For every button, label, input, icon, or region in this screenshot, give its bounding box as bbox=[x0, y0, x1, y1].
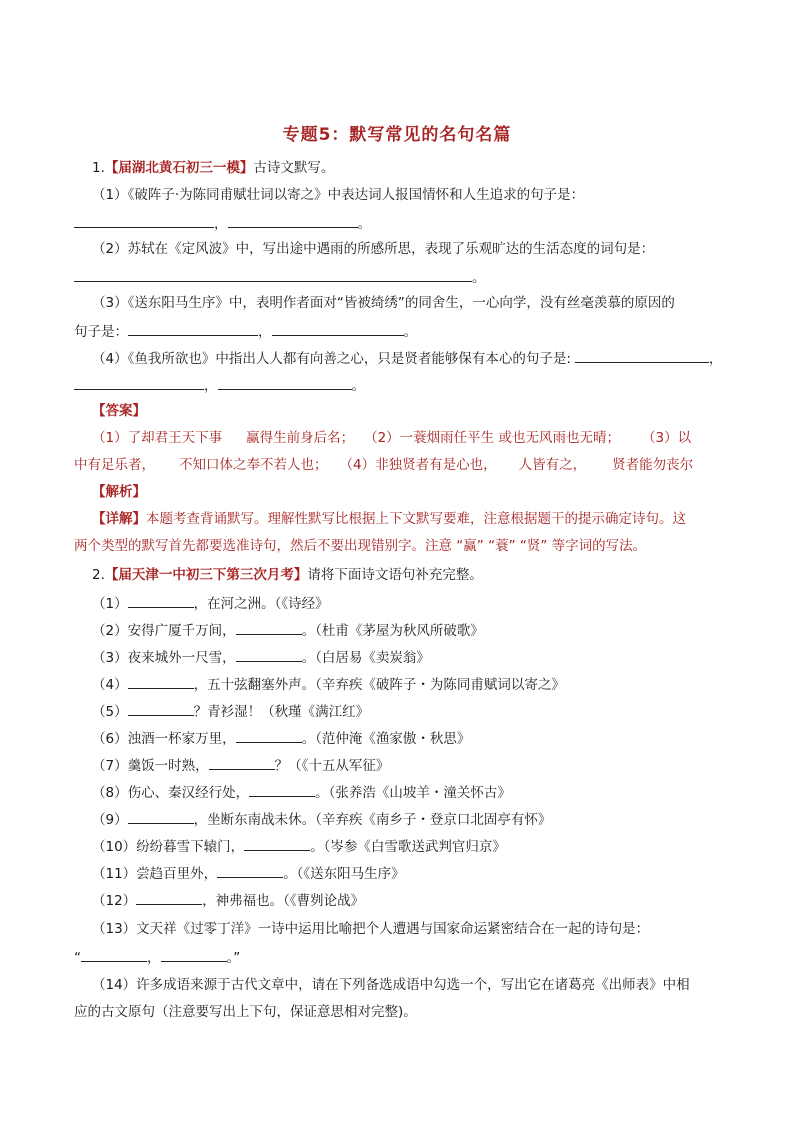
answer-blank[interactable] bbox=[74, 267, 472, 282]
item-suffix: 。（杜甫《茅屋为秋风所破歌》 bbox=[301, 623, 484, 639]
answer-blank[interactable] bbox=[236, 647, 302, 662]
q1-source: 【届湖北黄石初三一模】 bbox=[104, 160, 254, 176]
answer-part: 人皆有之， bbox=[518, 457, 587, 473]
period: 。 bbox=[403, 324, 417, 340]
item-suffix: ，神弗福也。（《曹刿论战》 bbox=[202, 893, 365, 909]
item-number: （2） bbox=[92, 623, 128, 639]
answer-blank[interactable] bbox=[244, 836, 310, 851]
q2-item bbox=[92, 809, 551, 829]
item-prefix: 安得广厦千万间， bbox=[127, 623, 236, 639]
q1-sub3: （3）《送东阳马生序》中，表明作者面对“皆被绮绣”的同舍生，一心向学，没有丝毫羡慕的原因的 bbox=[92, 295, 675, 311]
q2-item bbox=[92, 728, 470, 748]
answer-blank[interactable] bbox=[128, 701, 194, 716]
answer-part: （4）非独贤者有是心也， bbox=[339, 457, 497, 473]
answer-blank[interactable] bbox=[236, 728, 302, 743]
answer-blank[interactable] bbox=[128, 809, 194, 824]
item-suffix: ，五十弦翻塞外声。（辛弃疾《破阵子・为陈同甫赋词以寄之》 bbox=[193, 677, 565, 693]
q1-sub3-blanks bbox=[74, 321, 417, 341]
item-number: （10） bbox=[92, 839, 137, 855]
answer-blank[interactable] bbox=[136, 890, 202, 905]
answer-part: 贤者能勿丧尔 bbox=[612, 457, 694, 473]
analysis-label: 【解析】 bbox=[92, 484, 146, 500]
answer-blank[interactable] bbox=[128, 674, 194, 689]
item-prefix: 夜来城外一尺雪， bbox=[127, 650, 236, 666]
answer-blank[interactable] bbox=[128, 593, 194, 608]
q2-item bbox=[92, 647, 430, 667]
q1-sub4-blanks bbox=[74, 375, 365, 395]
answer-part: 赢得生前身后名； bbox=[246, 430, 355, 446]
answer-blank[interactable] bbox=[81, 947, 147, 962]
item-prefix: 伤心、秦汉经行处， bbox=[127, 785, 250, 801]
q2-heading bbox=[92, 566, 483, 584]
item-suffix: 。（岑参《白雪歌送武判官归京》 bbox=[310, 839, 506, 855]
item-suffix: ？（《十五从军征》 bbox=[274, 758, 390, 774]
answer-line-1 bbox=[92, 429, 691, 447]
item-suffix: 。（《送东阳马生序》 bbox=[283, 866, 405, 882]
close-quote: 。” bbox=[226, 950, 241, 966]
answer-blank[interactable] bbox=[217, 863, 283, 878]
q1-number: 1. bbox=[92, 160, 105, 176]
item-prefix: 纷纷暮雪下辕门， bbox=[136, 839, 245, 855]
answer-blank[interactable] bbox=[249, 782, 315, 797]
detail-label: 【详解】 bbox=[92, 511, 146, 527]
q2-item bbox=[92, 755, 389, 775]
q2-stem: 请将下面诗文语句补充完整。 bbox=[307, 567, 483, 583]
answer-part: （1）了却君王天下事 bbox=[92, 430, 223, 446]
q2-number: 2. bbox=[92, 567, 105, 583]
analysis-detail-1 bbox=[92, 510, 686, 528]
comma: ， bbox=[204, 378, 218, 394]
item-suffix: ，在河之洲。（《诗经》 bbox=[193, 596, 329, 612]
q1-sub1: （1）《破阵子·为陈同甫赋壮词以寄之》中表达词人报国情怀和人生追求的句子是： bbox=[92, 187, 585, 203]
item-suffix: ，坐断东南战未休。（辛弃疾《南乡子・登京口北固亭有怀》 bbox=[193, 812, 552, 828]
q1-sub1-blanks bbox=[74, 213, 371, 233]
item-prefix: 浊酒一杯家万里， bbox=[127, 731, 236, 747]
q1-sub4-text: （4）《鱼我所欲也》中指出人人都有向善之心，只是贤者能够保有本心的句子是: bbox=[92, 351, 571, 367]
answer-part: （2）一蓑烟雨任平生 或也无风雨也无晴； bbox=[364, 430, 620, 446]
answer-blank[interactable] bbox=[209, 755, 275, 770]
answer-blank[interactable] bbox=[128, 321, 258, 336]
item-number: （11） bbox=[92, 866, 137, 882]
q2-item bbox=[92, 782, 511, 802]
answer-blank[interactable] bbox=[161, 947, 227, 962]
item-suffix: ？青衫湿！（秋瑾《满江红》 bbox=[193, 704, 370, 720]
detail-text: 本题考查背诵默写。理解性默写比根据上下文默写要难，注意根据题干的提示确定诗句。这 bbox=[146, 511, 686, 527]
answer-line-2 bbox=[74, 456, 693, 474]
q2-source: 【届天津一中初三下第三次月考】 bbox=[104, 567, 308, 583]
q2-item bbox=[92, 701, 369, 721]
q1-stem: 古诗文默写。 bbox=[253, 160, 335, 176]
answer-part: 不知口体之奉不若人也； bbox=[179, 457, 328, 473]
period: 。 bbox=[472, 270, 486, 286]
q2-sub14: （14）许多成语来源于古代文章中，请在下列备选成语中勾选一个，写出它在诸葛亮《出师表》中相 bbox=[92, 977, 690, 993]
q2-item bbox=[92, 890, 364, 910]
comma: ， bbox=[708, 351, 723, 367]
item-number: （4） bbox=[92, 677, 128, 693]
item-number: （1） bbox=[92, 596, 128, 612]
answer-blank[interactable] bbox=[74, 375, 204, 390]
item-suffix: 。（范仲淹《渔家傲・秋思》 bbox=[301, 731, 471, 747]
answer-blank[interactable] bbox=[74, 213, 214, 228]
period: 。 bbox=[357, 216, 371, 232]
item-number: （9） bbox=[92, 812, 128, 828]
answer-blank[interactable] bbox=[575, 348, 709, 363]
open-quote: “ bbox=[74, 950, 81, 966]
page-title: 专题5：默写常见的名句名篇 bbox=[282, 125, 512, 145]
item-suffix: 。（白居易《卖炭翁》 bbox=[301, 650, 430, 666]
answer-blank[interactable] bbox=[272, 321, 404, 336]
comma: ， bbox=[258, 324, 272, 340]
item-prefix: 尝趋百里外， bbox=[136, 866, 218, 882]
answer-label: 【答案】 bbox=[92, 403, 146, 419]
item-suffix: 。（张养浩《山坡羊・潼关怀古》 bbox=[315, 785, 511, 801]
item-number: （12） bbox=[92, 893, 137, 909]
q1-sub4 bbox=[92, 348, 722, 368]
q2-item bbox=[92, 620, 484, 640]
answer-part: （3）以 bbox=[641, 430, 692, 446]
q2-item bbox=[92, 836, 506, 856]
analysis-detail-2: 两个类型的默写首先都要选准诗句，然后不要出现错别字。注意 “赢” “蓑” “贤” 等字词的写法。 bbox=[74, 538, 647, 554]
item-number: （3） bbox=[92, 650, 128, 666]
q2-sub13: （13）文天祥《过零丁洋》一诗中运用比喻把个人遭遇与国家命运紧密结合在一起的诗句是： bbox=[92, 921, 650, 937]
q1-sub2-blank bbox=[74, 267, 486, 287]
q2-item bbox=[92, 863, 405, 883]
q2-item bbox=[92, 593, 329, 613]
item-number: （6） bbox=[92, 731, 128, 747]
item-number: （8） bbox=[92, 785, 128, 801]
q1-sub3-continued: 句子是： bbox=[74, 324, 128, 340]
q2-sub13-blanks bbox=[74, 947, 240, 967]
answer-blank[interactable] bbox=[228, 213, 358, 228]
answer-part: 中有足乐者， bbox=[74, 457, 155, 473]
period: 。 bbox=[351, 378, 365, 394]
answer-blank[interactable] bbox=[218, 375, 352, 390]
q2-item bbox=[92, 674, 565, 694]
comma: ， bbox=[147, 950, 161, 966]
item-number: （5） bbox=[92, 704, 128, 720]
q1-sub2: （2）苏轼在《定风波》中，写出途中遇雨的所感所思，表现了乐观旷达的生活态度的词句是： bbox=[92, 241, 655, 257]
item-number: （7） bbox=[92, 758, 128, 774]
item-prefix: 羹饭一时熟， bbox=[127, 758, 209, 774]
comma: ， bbox=[214, 216, 228, 232]
q2-sub14-continued: 应的古文原句（注意要写出上下句，保证意思相对完整)。 bbox=[74, 1004, 417, 1020]
answer-blank[interactable] bbox=[236, 620, 302, 635]
q1-heading bbox=[92, 159, 334, 177]
